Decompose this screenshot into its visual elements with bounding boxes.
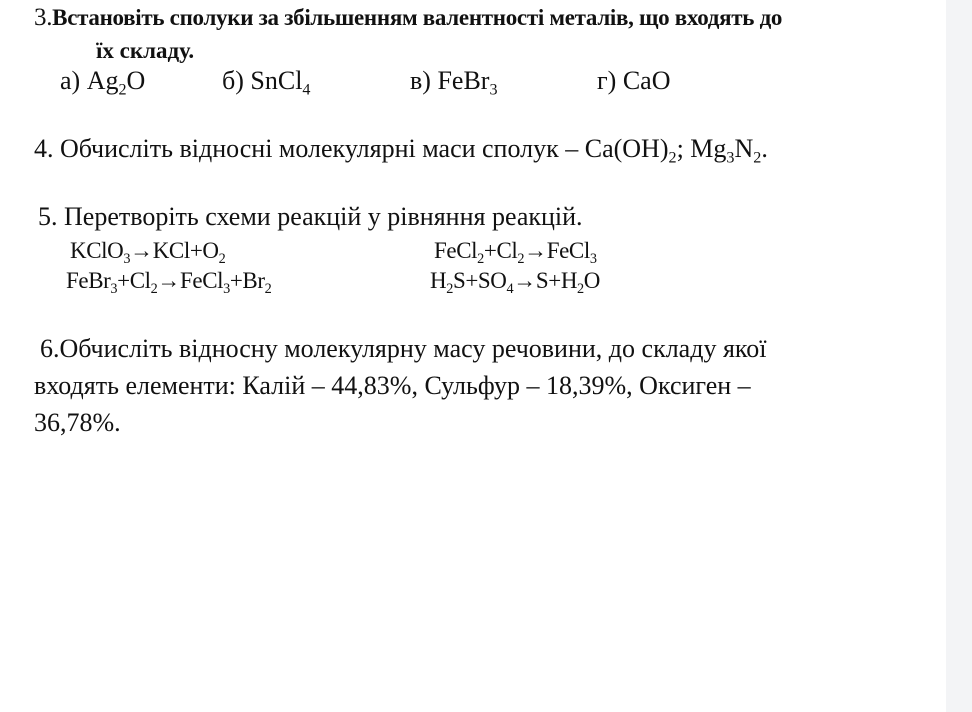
reaction-equation-4: $H_2S+SO_4\to S+H_2O$ — [430, 268, 600, 297]
question-6-text: 6.Обчисліть відносну молекулярну масу речовини, до складу якої входять елементи: Калій – 44,83%, Сульфур – 18,39%, Оксиген – 36,78%. — [34, 334, 767, 437]
option-formula: SnCl$_4$ — [250, 66, 311, 99]
subscript: 3 — [489, 81, 498, 99]
question-3-title-text: Встановіть сполуки за збільшенням валентності металів, що входять до — [52, 5, 783, 30]
option-formula: FeBr$_3$ — [437, 66, 498, 99]
option-label: г) — [597, 66, 617, 95]
subscript: 3 — [726, 149, 735, 167]
question-4-text: 4. Обчисліть відносні молекулярні маси сполук – $Ca(OH)_2$; $Mg_3N_2$. — [34, 134, 768, 167]
subscript: 2 — [517, 250, 525, 267]
question-5-text: 5. Перетворіть схеми реакцій у рівняння реакцій. — [38, 202, 583, 231]
question-3-option-c — [410, 66, 498, 99]
reaction-equation-2: $FeCl_2+Cl_2\to FeCl_3$ — [434, 238, 597, 267]
subscript: 3 — [123, 250, 131, 267]
subscript: 3 — [223, 280, 230, 297]
reaction-equation-3: $FeBr_3+Cl_2\to FeCl_3+Br_2$ — [66, 268, 272, 297]
subscript: 4 — [506, 280, 514, 297]
option-label: в) — [410, 66, 431, 95]
question-3-title-continuation: їх складу. — [96, 38, 195, 63]
subscript: 2 — [477, 250, 484, 267]
option-formula: CaO — [622, 66, 671, 95]
question-3-option-d — [597, 66, 671, 96]
option-label: а) — [60, 66, 81, 95]
option-formula: $Ag_2O$ — [86, 66, 146, 99]
subscript: 2 — [753, 149, 762, 167]
subscript: 4 — [302, 81, 311, 99]
question-3-option-b — [222, 66, 311, 99]
subscript: 2 — [150, 280, 158, 297]
subscript: 3 — [589, 250, 597, 267]
question-3-option-a — [60, 66, 146, 99]
page-gutter — [946, 0, 972, 712]
question-3-number: 3. — [34, 4, 53, 31]
subscript: 2 — [446, 280, 453, 297]
subscript: 2 — [577, 280, 584, 297]
reaction-equation-1: $KClO_3\to KCl+O_2$ — [70, 238, 226, 267]
subscript: 2 — [218, 250, 226, 267]
subscript: 2 — [264, 280, 272, 297]
subscript: 3 — [110, 280, 118, 297]
subscript: 2 — [668, 149, 677, 167]
subscript: 2 — [118, 81, 127, 99]
option-label: б) — [222, 66, 244, 95]
question-3-title — [34, 4, 782, 32]
